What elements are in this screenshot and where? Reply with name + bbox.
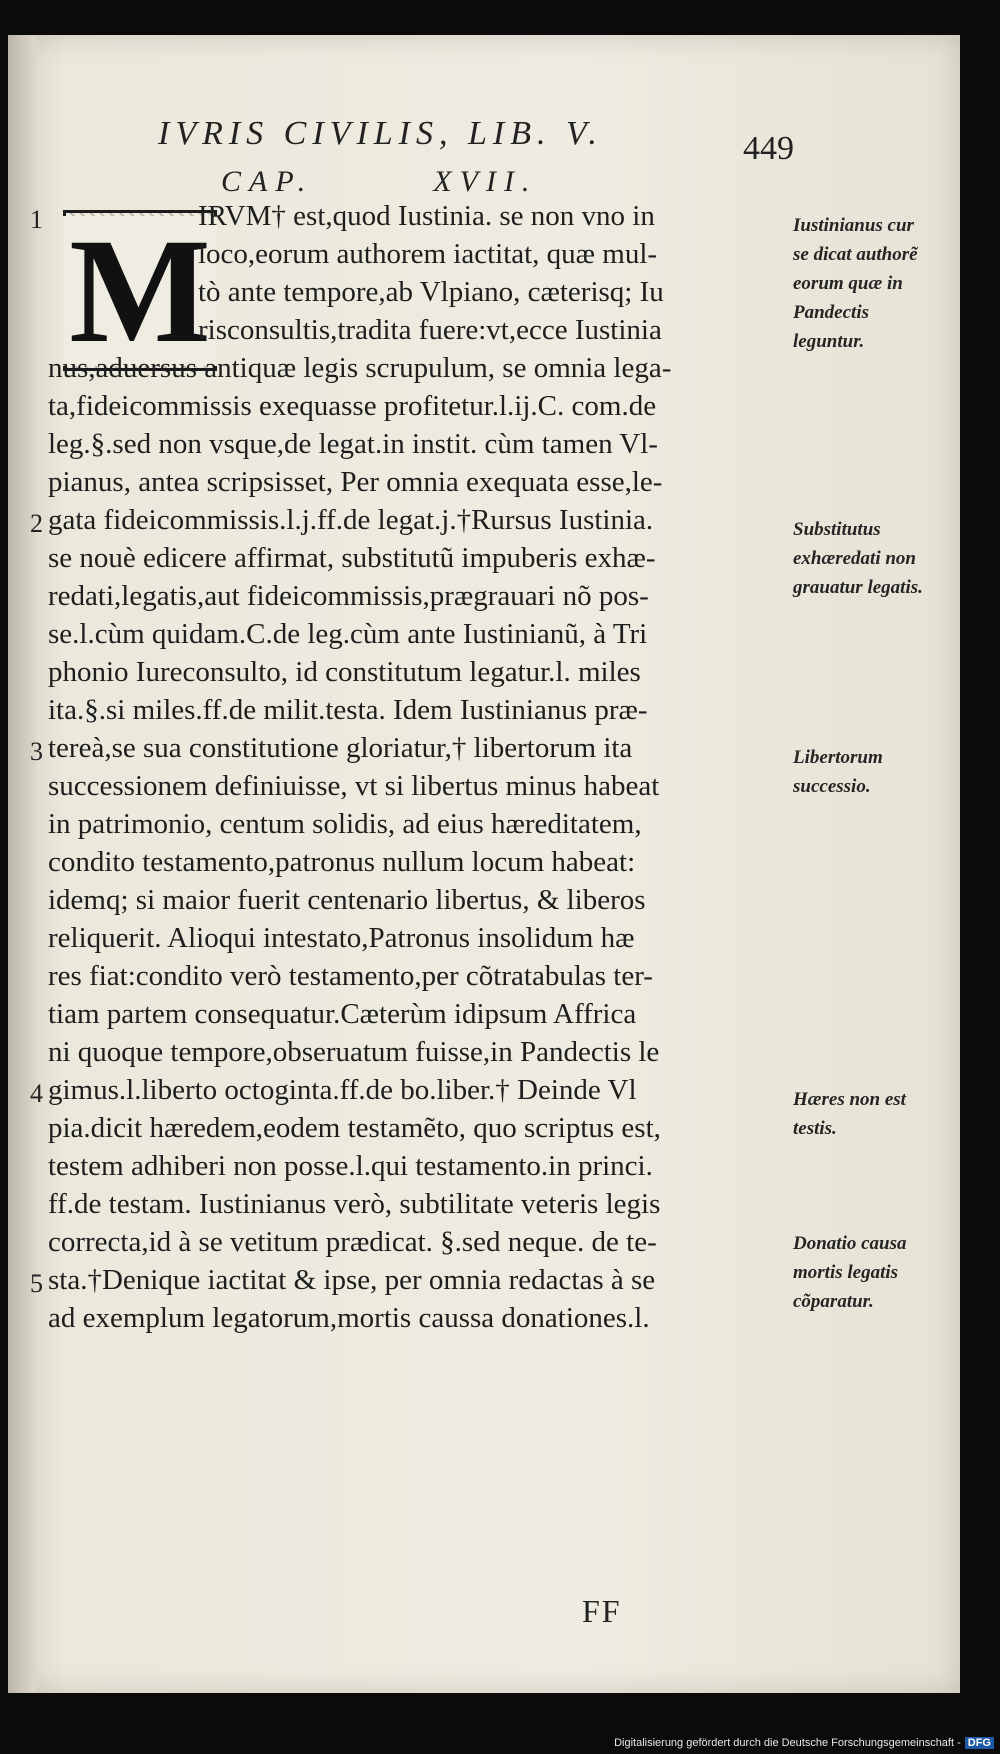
text-line: tiam partem consequatur.Cæterùm idipsum Affrica	[48, 998, 637, 1030]
text-line: reliquerit. Alioqui intestato,Patronus insolidum hæ	[48, 922, 635, 954]
text-line: gata fideicommissis.l.j.ff.de legat.j.†Rursus Iustinia.	[48, 504, 654, 536]
text-line: idemq; si maior fuerit centenario libertus, & liberos	[48, 884, 646, 916]
margin-number: 4	[30, 1079, 43, 1108]
text-line: gimus.l.liberto octoginta.ff.de bo.liber.† Deinde Vl	[48, 1074, 637, 1106]
margin-gloss: Donatio causa mortis legatis cõparatur.	[793, 1233, 907, 1312]
text-line: testem adhiberi non posse.l.qui testamento.in princi.	[48, 1150, 653, 1182]
dfg-logo: DFG	[965, 1737, 994, 1749]
text-line: res fiat:condito verò testamento,per cõtratabulas ter-	[48, 960, 653, 992]
margin-number: 5	[30, 1269, 43, 1298]
text-line: redati,legatis,aut fideicommissis,prægrauari nõ pos-	[48, 580, 649, 612]
credit-text: Digitalisierung gefördert durch die Deutsche Forschungsgemeinschaft -	[614, 1737, 961, 1749]
text-line: phonio Iureconsulto, id constitutum legatur.l. miles	[48, 656, 641, 688]
decorated-initial	[63, 207, 217, 374]
text-line: ta,fideicommissis exequasse profitetur.l.ij.C. com.de	[48, 390, 657, 422]
margin-number: 1	[30, 205, 43, 234]
text-line: tò ante tempore,ab Vlpiano, cæterisq; Iu	[198, 276, 664, 308]
text-line: leg.§.sed non vsque,de legat.in instit. cùm tamen Vl-	[48, 428, 658, 460]
text-line: sta.†Denique iactitat & ipse, per omnia redactas à se	[48, 1264, 656, 1296]
folio-number: 449	[743, 130, 794, 167]
text-line: risconsultis,tradita fuere:vt,ecce Iustinia	[198, 314, 662, 346]
chapter-number: XVII.	[433, 165, 538, 198]
initial-letter: M	[63, 216, 217, 366]
text-line: pia.dicit hæredem,eodem testamẽto, quo scriptus est,	[48, 1112, 661, 1144]
margin-gloss: Hæres non est testis.	[793, 1089, 906, 1139]
text-line: nus,aduersus antiquæ legis scrupulum, se omnia lega-	[48, 352, 672, 384]
text-line: ff.de testam. Iustinianus verò, subtilitate veteris legis	[48, 1188, 661, 1220]
book-page	[8, 35, 960, 1693]
text-line: se nouè edicere affirmat, substitutũ impuberis exhæ-	[48, 542, 656, 574]
text-line: ad exemplum legatorum,mortis caussa donationes.l.	[48, 1302, 650, 1334]
text-line: correcta,id à se vetitum prædicat. §.sed neque. de te-	[48, 1226, 657, 1258]
text-line: tereà,se sua constitutione gloriatur,† libertorum ita	[48, 732, 633, 764]
text-line: IRVM† est,quod Iustinia. se non vno in	[198, 200, 655, 232]
margin-gloss: Substitutus exhæredati non grauatur legatis.	[793, 519, 923, 598]
margin-number: 3	[30, 737, 43, 766]
catchword: FF	[582, 1593, 622, 1629]
text-line: ni quoque tempore,obseruatum fuisse,in Pandectis le	[48, 1036, 660, 1068]
text-line: successionem definiuisse, vt si libertus minus habeat	[48, 770, 660, 802]
chapter-heading	[221, 165, 537, 199]
margin-number: 2	[30, 509, 43, 538]
text-line: condito testamento,patronus nullum locum habeat:	[48, 846, 636, 878]
chapter-label: CAP.	[221, 165, 314, 198]
digitization-credit	[614, 1737, 994, 1749]
text-line: in patrimonio, centum solidis, ad eius hæreditatem,	[48, 808, 642, 840]
text-line: loco,eorum authorem iactitat, quæ mul-	[198, 238, 658, 270]
margin-gloss: Libertorum successio.	[793, 747, 883, 797]
running-head: IVRIS CIVILIS, LIB. V.	[158, 115, 603, 152]
text-line: se.l.cùm quidam.C.de leg.cùm ante Iustinianũ, à Tri	[48, 618, 648, 650]
text-line: pianus, antea scripsisset, Per omnia exequata esse,le-	[48, 466, 663, 498]
margin-gloss: Iustinianus cur se dicat authorẽ eorum quæ in Pandectis leguntur.	[793, 215, 918, 352]
page-gutter	[8, 35, 36, 1693]
text-line: ita.§.si miles.ff.de milit.testa. Idem Iustinianus præ-	[48, 694, 648, 726]
